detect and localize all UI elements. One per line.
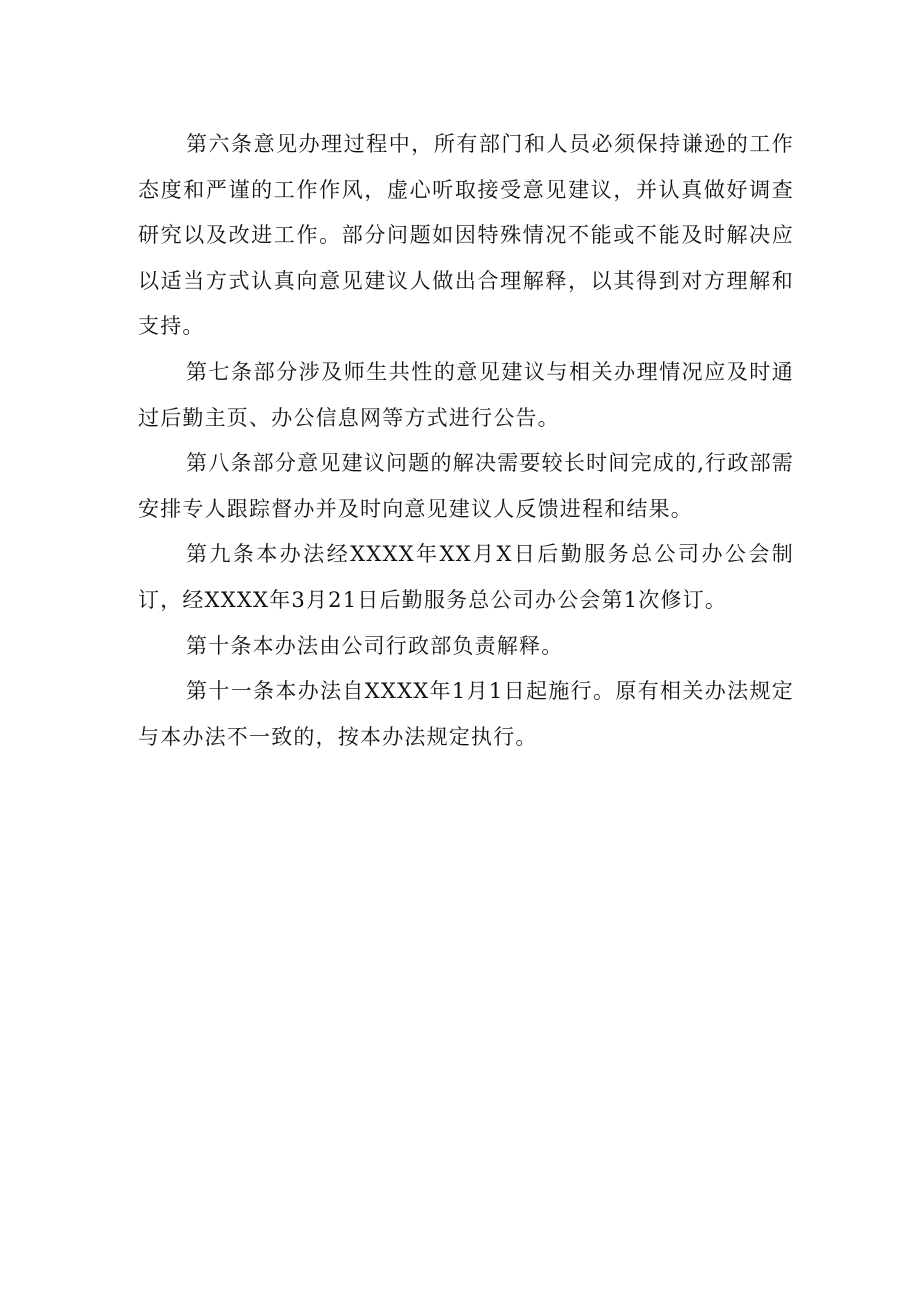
article-11-paragraph: 第十一条本办法自XXXX年1月1日起施行。原有相关办法规定与本办法不一致的，按本办法规定执行。 <box>138 679 794 749</box>
article-9-paragraph: 第九条本办法经XXXX年XX月X日后勤服务总公司办公会制订，经XXXX年3月21日后勤服务总公司办公会第1次修订。 <box>138 542 794 612</box>
document-body <box>138 122 794 760</box>
article-6-paragraph: 第六条意见办理过程中，所有部门和人员必须保持谦逊的工作态度和严谨的工作作风，虚心听取接受意见建议，并认真做好调查研究以及改进工作。部分问题如因特殊情况不能或不能及时解决应以适当方式认真向意见建议人做出合理解释，以其得到对方理解和支持。 <box>138 132 794 339</box>
article-10-paragraph: 第十条本办法由公司行政部负责解释。 <box>186 633 564 658</box>
article-7-paragraph: 第七条部分涉及师生共性的意见建议与相关办理情况应及时通过后勤主页、办公信息网等方式进行公告。 <box>138 359 794 430</box>
article-8-paragraph: 第八条部分意见建议问题的解决需要较长时间完成的,行政部需安排专人跟踪督办并及时向意见建议人反馈进程和结果。 <box>138 451 794 521</box>
